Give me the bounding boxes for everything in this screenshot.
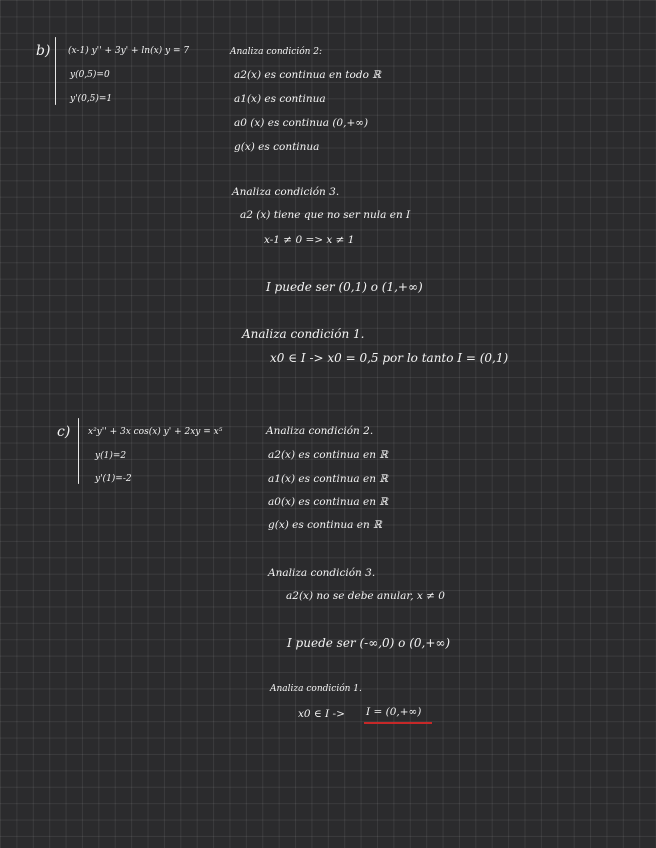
part-c-system-brace [78,418,79,484]
part-c-cond3-line: a2(x) no se debe anular, x ≠ 0 [286,590,445,602]
part-c-label: c) [57,424,71,440]
part-b-cond3-line-2: x-1 ≠ 0 => x ≠ 1 [264,234,355,246]
part-b-equation: (x-1) y'' + 3y' + ln(x) y = 7 [68,46,190,56]
part-b-label: b) [36,43,51,59]
part-b-cond2-heading: Analiza condición 2: [230,47,323,57]
part-c-cond2-line-4: g(x) es continua en ℝ [268,519,382,531]
part-b-interval-options: I puede ser (0,1) o (1,+∞) [266,280,423,294]
part-b-cond1-heading: Analiza condición 1. [242,327,365,341]
part-c-initial-condition-2: y'(1)=-2 [95,474,132,484]
part-b-cond3-heading: Analiza condición 3. [232,186,340,198]
part-c-cond2-line-1: a2(x) es continua en ℝ [268,449,389,461]
part-b-cond2-line-4: g(x) es continua [234,141,320,153]
part-b-cond2-line-1: a2(x) es continua en todo ℝ [234,69,381,81]
part-c-cond1-prefix: x0 ∈ I -> [298,708,345,720]
part-c-interval-options: I puede ser (-∞,0) o (0,+∞) [287,636,451,650]
part-c-equation: x²y'' + 3x cos(x) y' + 2xy = x⁵ [88,427,223,437]
part-b-cond2-line-3: a0 (x) es continua (0,+∞) [234,117,369,129]
part-b-cond1-line: x0 ∈ I -> x0 = 0,5 por lo tanto I = (0,1) [270,351,509,365]
part-b-cond2-line-2: a1(x) es continua [234,93,326,105]
part-b-initial-condition-2: y'(0,5)=1 [70,94,113,104]
part-c-cond1-heading: Analiza condición 1. [270,684,362,694]
result-underline [364,722,432,724]
part-b-cond3-line-1: a2 (x) tiene que no ser nula en I [240,209,411,221]
part-b-initial-condition-1: y(0,5)=0 [70,70,110,80]
part-c-cond3-heading: Analiza condición 3. [268,567,376,579]
part-b-system-brace [55,37,56,105]
part-c-cond2-heading: Analiza condición 2. [266,425,374,437]
part-c-cond1-result: I = (0,+∞) [366,706,422,718]
part-c-cond2-line-3: a0(x) es continua en ℝ [268,496,389,508]
part-c-cond2-line-2: a1(x) es continua en ℝ [268,473,389,485]
part-c-initial-condition-1: y(1)=2 [95,451,127,461]
